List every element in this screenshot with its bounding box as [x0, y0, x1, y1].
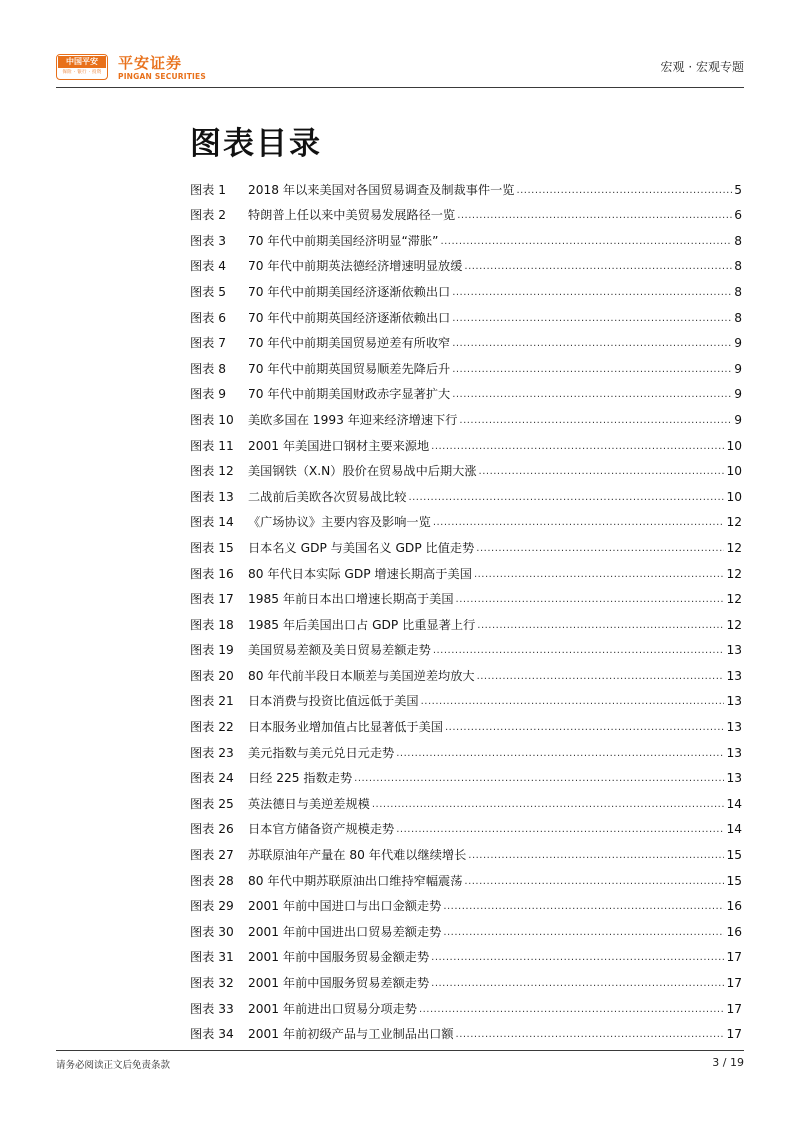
- toc-entry-title: 2001 年前中国进出口贸易差额走势: [248, 924, 442, 939]
- toc-entry-number: 图表 5: [190, 284, 227, 299]
- toc-entry-page: 13: [726, 643, 742, 658]
- toc-dot-leader: [516, 184, 732, 198]
- toc-dot-leader: [452, 312, 732, 326]
- toc-entry-number: 图表 21: [190, 694, 234, 709]
- toc-entry[interactable]: [190, 532, 742, 558]
- toc-entry[interactable]: [190, 584, 742, 610]
- toc-entry-title: 70 年代中前期美国财政赤字显著扩大: [248, 387, 451, 402]
- page-indicator: 3 / 19: [712, 1056, 744, 1069]
- toc-entry[interactable]: [190, 200, 742, 226]
- toc-entry-page: 6: [734, 208, 742, 223]
- toc-entry[interactable]: [190, 737, 742, 763]
- toc-dot-leader: [464, 260, 732, 274]
- toc-entry[interactable]: [190, 839, 742, 865]
- toc-entry-number: 图表 7: [190, 336, 227, 351]
- toc-entry[interactable]: [190, 507, 742, 533]
- toc-entry-page: 10: [726, 464, 742, 479]
- toc-entry-title: 2001 年前初级产品与工业制品出口额: [248, 1027, 454, 1042]
- toc-dot-leader: [443, 926, 724, 940]
- toc-entry[interactable]: [190, 404, 742, 430]
- toc-entry-page: 14: [726, 796, 742, 811]
- toc-entry-title: 2001 年前中国服务贸易金额走势: [248, 950, 430, 965]
- toc-entry[interactable]: [190, 891, 742, 917]
- toc-dot-leader: [440, 235, 732, 249]
- toc-entry-number: 图表 17: [190, 592, 234, 607]
- toc-entry[interactable]: [190, 686, 742, 712]
- toc-entry-page: 5: [734, 182, 742, 197]
- toc-entry-number: 图表 25: [190, 796, 234, 811]
- toc-entry-number: 图表 6: [190, 310, 227, 325]
- toc-entry[interactable]: [190, 609, 742, 635]
- toc-entry-page: 8: [734, 284, 742, 299]
- toc-dot-leader: [464, 875, 724, 889]
- toc-entry[interactable]: [190, 456, 742, 482]
- toc-entry-title: 日本名义 GDP 与美国名义 GDP 比值走势: [248, 540, 475, 555]
- toc-entry-title: 2018 年以来美国对各国贸易调查及制裁事件一览: [248, 182, 515, 197]
- toc-entry[interactable]: [190, 763, 742, 789]
- toc-entry-number: 图表 2: [190, 208, 227, 223]
- toc-entry[interactable]: [190, 711, 742, 737]
- toc-entry-number: 图表 13: [190, 489, 234, 504]
- toc-entry-page: 13: [726, 771, 742, 786]
- toc-entry-number: 图表 23: [190, 745, 234, 760]
- toc-entry-number: 图表 20: [190, 668, 234, 683]
- logo-top-text: 中国平安: [58, 56, 106, 68]
- toc-entry-number: 图表 27: [190, 848, 234, 863]
- toc-entry-number: 图表 12: [190, 464, 234, 479]
- toc-entry-page: 13: [726, 668, 742, 683]
- toc-dot-leader: [452, 363, 732, 377]
- toc-entry-page: 12: [726, 617, 742, 632]
- toc-entry-number: 图表 30: [190, 924, 234, 939]
- toc-entry-number: 图表 19: [190, 643, 234, 658]
- toc-entry-number: 图表 10: [190, 412, 234, 427]
- disclaimer-text: 请务必阅读正文后免责条款: [56, 1060, 171, 1071]
- toc-entry[interactable]: [190, 353, 742, 379]
- toc-dot-leader: [421, 695, 725, 709]
- toc-dot-leader: [433, 644, 725, 658]
- toc-dot-leader: [431, 951, 724, 965]
- toc-dot-leader: [419, 1003, 725, 1017]
- toc-entry[interactable]: [190, 481, 742, 507]
- toc-dot-leader: [433, 516, 725, 530]
- section-label: 宏观 · 宏观专题: [660, 60, 744, 74]
- toc-entry-title: 70 年代中前期英国贸易顺差先降后升: [248, 361, 451, 376]
- toc-entry-page: 16: [726, 924, 742, 939]
- toc-entry-title: 70 年代中前期英法德经济增速明显放缓: [248, 259, 463, 274]
- toc-dot-leader: [396, 823, 724, 837]
- toc-entry[interactable]: [190, 558, 742, 584]
- toc-entry-page: 17: [726, 1027, 742, 1042]
- toc-entry[interactable]: [190, 942, 742, 968]
- toc-entry-page: 12: [726, 540, 742, 555]
- toc-dot-leader: [408, 491, 724, 505]
- toc-entry[interactable]: [190, 174, 742, 200]
- toc-entry-title: 美国钢铁（X.N）股价在贸易战中后期大涨: [248, 464, 477, 479]
- toc-dot-leader: [354, 772, 724, 786]
- toc-entry-title: 80 年代前半段日本顺差与美国逆差均放大: [248, 668, 475, 683]
- toc-entry[interactable]: [190, 788, 742, 814]
- toc-entry-page: 10: [726, 489, 742, 504]
- toc-entry-page: 16: [726, 899, 742, 914]
- toc-entry-number: 图表 28: [190, 873, 234, 888]
- toc-entry-title: 日本官方储备资产规模走势: [248, 822, 395, 837]
- table-of-figures: [190, 174, 742, 1044]
- toc-entry-number: 图表 31: [190, 950, 234, 965]
- toc-entry[interactable]: [190, 302, 742, 328]
- toc-entry-page: 17: [726, 950, 742, 965]
- toc-entry-number: 图表 1: [190, 182, 227, 197]
- toc-entry-page: 8: [734, 310, 742, 325]
- toc-entry[interactable]: [190, 225, 742, 251]
- toc-entry-title: 1985 年前日本出口增速长期高于美国: [248, 592, 454, 607]
- toc-entry-number: 图表 33: [190, 1001, 234, 1016]
- toc-dot-leader: [396, 747, 724, 761]
- toc-entry-number: 图表 15: [190, 540, 234, 555]
- toc-dot-leader: [443, 900, 724, 914]
- toc-entry-page: 13: [726, 745, 742, 760]
- toc-dot-leader: [445, 721, 724, 735]
- toc-entry-page: 9: [734, 361, 742, 376]
- toc-entry-title: 2001 年前中国服务贸易差额走势: [248, 976, 430, 990]
- toc-entry[interactable]: [190, 328, 742, 354]
- toc-entry-title: 70 年代中前期美国经济逐渐依赖出口: [248, 284, 451, 299]
- toc-entry-number: 图表 22: [190, 720, 234, 735]
- toc-entry-title: 80 年代中期苏联原油出口维持窄幅震荡: [248, 873, 463, 888]
- toc-entry-title: 二战前后美欧各次贸易战比较: [248, 489, 407, 504]
- toc-entry-title: 70 年代中前期美国贸易逆差有所收窄: [248, 336, 451, 351]
- toc-dot-leader: [452, 286, 732, 300]
- toc-entry-title: 美元指数与美元兑日元走势: [248, 745, 395, 760]
- toc-entry-page: 8: [734, 259, 742, 274]
- toc-dot-leader: [476, 542, 724, 556]
- toc-entry[interactable]: [190, 430, 742, 456]
- toc-entry-title: 2001 年美国进口钢材主要来源地: [248, 438, 430, 453]
- toc-entry-page: 12: [726, 592, 742, 607]
- toc-dot-leader: [452, 388, 732, 402]
- toc-dot-leader: [431, 977, 724, 991]
- toc-entry[interactable]: [190, 251, 742, 277]
- toc-entry-page: 17: [726, 976, 742, 990]
- logo-bottom-text: 保险 · 银行 · 投资: [62, 70, 102, 75]
- toc-entry-page: 14: [726, 822, 742, 837]
- toc-entry-page: 12: [726, 515, 742, 530]
- toc-entry-number: 图表 16: [190, 566, 234, 581]
- toc-entry-title: 日经 225 指数走势: [248, 771, 353, 786]
- toc-entry-title: 特朗普上任以来中美贸易发展路径一览: [248, 208, 456, 223]
- toc-dot-leader: [372, 798, 725, 812]
- toc-entry-page: 8: [734, 233, 742, 248]
- toc-entry[interactable]: [190, 276, 742, 302]
- toc-entry-number: 图表 24: [190, 771, 234, 786]
- toc-dot-leader: [468, 849, 724, 863]
- toc-entry-number: 图表 3: [190, 233, 227, 248]
- toc-entry-title: 70 年代中前期美国经济明显“滞胀”: [248, 233, 439, 248]
- brand-name-cn: 平安证券: [118, 54, 183, 72]
- toc-entry-page: 12: [726, 566, 742, 581]
- toc-entry-number: 图表 18: [190, 617, 234, 632]
- toc-entry-page: 10: [726, 438, 742, 453]
- toc-entry-title: 日本服务业增加值占比显著低于美国: [248, 720, 443, 735]
- toc-dot-leader: [457, 209, 732, 223]
- toc-dot-leader: [431, 440, 724, 454]
- toc-dot-leader: [477, 670, 725, 684]
- toc-dot-leader: [474, 568, 725, 582]
- toc-entry-number: 图表 14: [190, 515, 234, 530]
- toc-entry-number: 图表 26: [190, 822, 234, 837]
- toc-entry[interactable]: [190, 916, 742, 942]
- toc-entry[interactable]: [190, 814, 742, 840]
- toc-entry-page: 9: [734, 387, 742, 402]
- toc-dot-leader: [479, 465, 725, 479]
- toc-dot-leader: [452, 337, 732, 351]
- toc-entry-page: 15: [726, 873, 742, 888]
- toc-entry-title: 80 年代日本实际 GDP 增速长期高于美国: [248, 566, 472, 581]
- page-header: [56, 50, 744, 88]
- toc-entry-title: 美欧多国在 1993 年迎来经济增速下行: [248, 412, 458, 427]
- toc-entry-title: 2001 年前进出口贸易分项走势: [248, 1001, 417, 1016]
- toc-entry[interactable]: [190, 865, 742, 891]
- toc-dot-leader: [459, 414, 732, 428]
- toc-entry-number: 图表 32: [190, 976, 234, 990]
- toc-entry-title: 日本消费与投资比值远低于美国: [248, 694, 419, 709]
- toc-entry-title: 苏联原油年产量在 80 年代难以继续增长: [248, 848, 467, 863]
- toc-dot-leader: [456, 593, 725, 607]
- toc-entry[interactable]: [190, 379, 742, 405]
- toc-entry-page: 13: [726, 720, 742, 735]
- toc-entry-title: 美国贸易差额及美日贸易差额走势: [248, 643, 431, 658]
- toc-entry[interactable]: [190, 993, 742, 1019]
- toc-entry-number: 图表 11: [190, 438, 234, 453]
- toc-entry-number: 图表 8: [190, 361, 227, 376]
- toc-entry[interactable]: [190, 967, 742, 993]
- toc-entry[interactable]: [190, 635, 742, 661]
- toc-entry-page: 9: [734, 336, 742, 351]
- toc-entry-page: 9: [734, 412, 742, 427]
- toc-dot-leader: [477, 619, 724, 633]
- toc-entry-title: 《广场协议》主要内容及影响一览: [248, 515, 431, 530]
- brand-name-en: PINGAN SECURITIES: [118, 72, 206, 81]
- toc-entry-title: 英法德日与美逆差规模: [248, 796, 370, 811]
- toc-entry-title: 2001 年前中国进口与出口金额走势: [248, 899, 442, 914]
- toc-entry-page: 13: [726, 694, 742, 709]
- toc-dot-leader: [456, 1028, 725, 1042]
- toc-entry-page: 17: [726, 1001, 742, 1016]
- toc-entry[interactable]: [190, 1019, 742, 1045]
- pingan-logo: [56, 54, 108, 80]
- toc-entry-title: 1985 年后美国出口占 GDP 比重显著上行: [248, 617, 476, 632]
- toc-entry-number: 图表 4: [190, 259, 227, 274]
- page-footer: [56, 1050, 744, 1071]
- toc-entry-title: 70 年代中前期英国经济逐渐依赖出口: [248, 310, 451, 325]
- toc-entry-page: 15: [726, 848, 742, 863]
- toc-entry-number: 图表 34: [190, 1027, 234, 1042]
- toc-entry-number: 图表 9: [190, 387, 227, 402]
- toc-entry-number: 图表 29: [190, 899, 234, 914]
- page-title: 图表目录: [190, 126, 322, 162]
- toc-entry[interactable]: [190, 660, 742, 686]
